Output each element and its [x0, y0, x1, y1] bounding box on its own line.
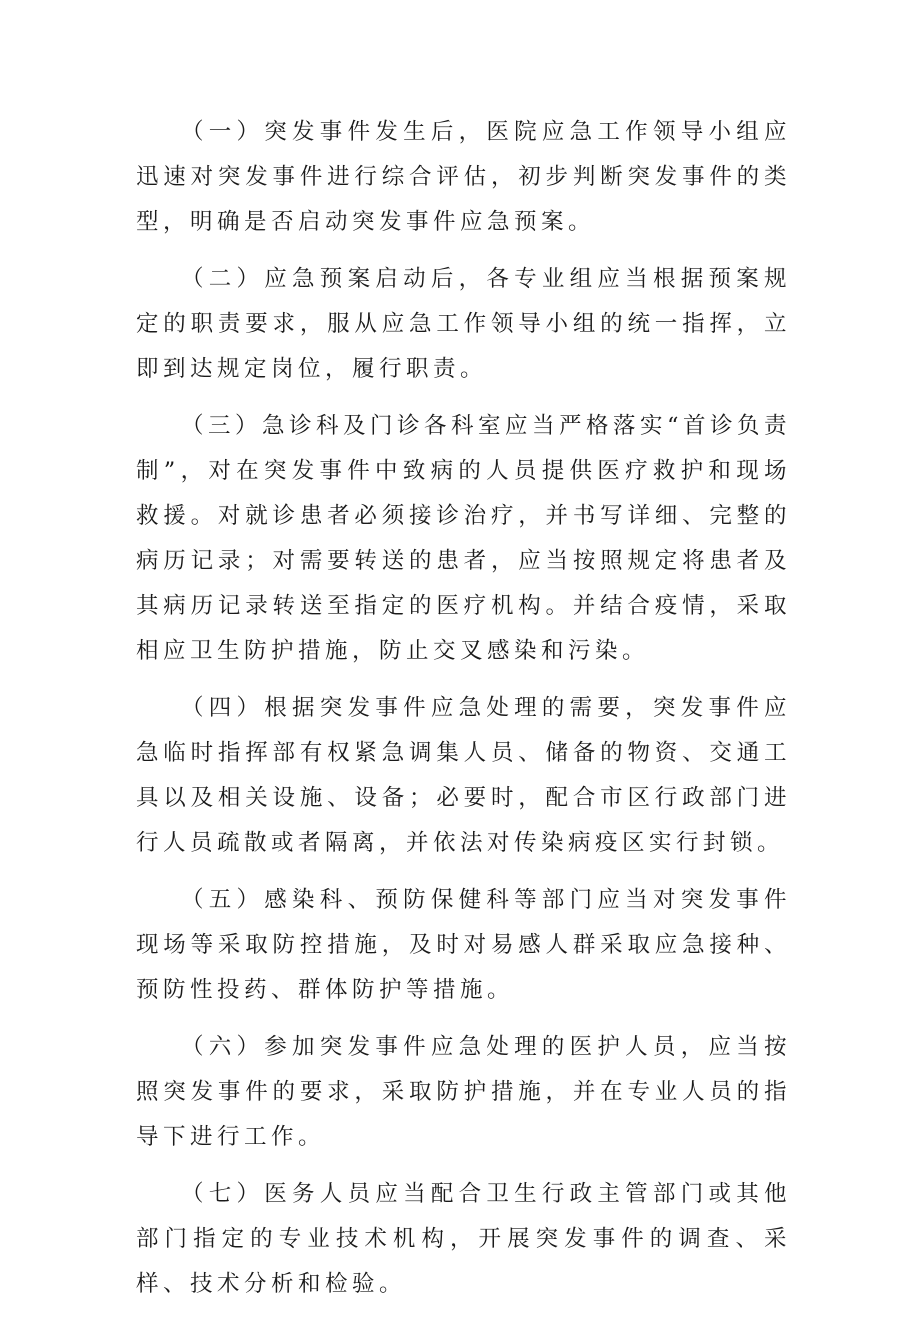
paragraph-5: （五）感染科、预防保健科等部门应当对突发事件现场等采取防控措施，及时对易感人群采取应急接种、预防性投药、群体防护等措施。 — [136, 887, 791, 1003]
paragraph-2: （二）应急预案启动后，各专业组应当根据预案规定的职责要求，服从应急工作领导小组的统一指挥，立即到达规定岗位，履行职责。 — [136, 266, 791, 382]
paragraph-4: （四）根据突发事件应急处理的需要，突发事件应急临时指挥部有权紧急调集人员、储备的物资、交通工具以及相关设施、设备；必要时，配合市区行政部门进行人员疏散或者隔离，并依法对传染病疫区实行封锁。 — [136, 695, 791, 856]
paragraph-3: （三）急诊科及门诊各科室应当严格落实“首诊负责制”，对在突发事件中致病的人员提供医疗救护和现场救援。对就诊患者必须接诊治疗，并书写详细、完整的病历记录；对需要转送的患者，应当按照规定将患者及其病历记录转送至指定的医疗机构。并结合疫情，采取相应卫生防护措施，防止交叉感染和污染。 — [136, 413, 792, 664]
paragraph-6: （六）参加突发事件应急处理的医护人员，应当按照突发事件的要求，采取防护措施，并在专业人员的指导下进行工作。 — [136, 1034, 791, 1150]
document-body — [136, 110, 791, 1319]
paragraph-7: （七）医务人员应当配合卫生行政主管部门或其他部门指定的专业技术机构，开展突发事件的调查、采样、技术分析和检验。 — [136, 1181, 791, 1297]
paragraph-1: （一）突发事件发生后，医院应急工作领导小组应迅速对突发事件进行综合评估，初步判断突发事件的类型，明确是否启动突发事件应急预案。 — [136, 119, 791, 235]
